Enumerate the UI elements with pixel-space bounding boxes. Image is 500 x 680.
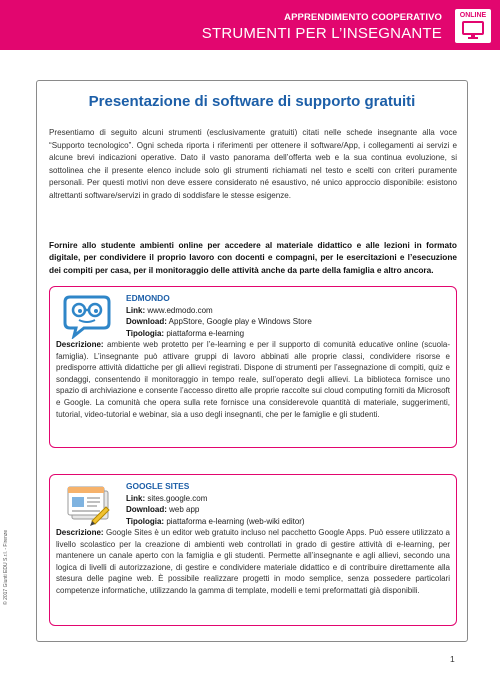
monitor-icon bbox=[462, 21, 484, 39]
download-label: Download: bbox=[126, 505, 167, 515]
header-title: STRUMENTI PER L’INSEGNANTE bbox=[201, 25, 442, 42]
page-number: 1 bbox=[450, 654, 455, 664]
header-kicker: APPRENDIMENTO COOPERATIVO bbox=[284, 12, 442, 23]
online-badge[interactable] bbox=[455, 9, 491, 43]
description-label: Descrizione: bbox=[56, 528, 104, 537]
link-label: Link: bbox=[126, 493, 146, 503]
tool-type: piattaforma e-learning bbox=[166, 328, 245, 338]
lead-paragraph: Fornire allo studente ambienti online per accedere al materiale didattico e alle lezioni in formato digitale, per condividere il proprio lavoro con docenti e compagni, per le esercitazioni e l’esecuzione dei compiti per casa, per il monitoraggio delle attività anche da parte della famiglia e altro ancora. bbox=[49, 240, 457, 275]
description-text: Google Sites è un editor web gratuito incluso nel pacchetto Google Apps. Può essere utilizzato a livello scolastico per la creazione di ambienti web controllati in grado di gestire attività di e-learning, per mantenere un canale aperto con la famiglia e gli studenti. Permette all’insegnante e agli allievi, secondo una logica di livelli di autorizzazione, di gestire e condividere materiale didattico e di contribuire direttamente alla stesura delle pagine web. È possibile realizzare progetti in modo semplice, senza possedere particolari competenze informatiche, utilizzando la gamma di template, modelli e temi preformattati già disponibili. bbox=[56, 528, 450, 595]
tool-card-google-sites bbox=[49, 474, 457, 626]
tool-description bbox=[56, 339, 450, 420]
link-label: Link: bbox=[126, 305, 146, 315]
google-sites-logo-icon bbox=[62, 481, 112, 527]
edmodo-meta bbox=[126, 293, 446, 339]
download-label: Download: bbox=[126, 317, 167, 327]
copyright-credit: © 2017 Giunti EDU S.r.l. - Firenze bbox=[3, 529, 9, 605]
google-sites-meta bbox=[126, 481, 446, 527]
tool-download: AppStore, Google play e Windows Store bbox=[168, 317, 312, 327]
type-label: Tipologia: bbox=[126, 328, 165, 338]
tool-type: piattaforma e-learning (web-wiki editor) bbox=[166, 516, 305, 526]
tool-description bbox=[56, 527, 450, 597]
tool-name: GOOGLE SITES bbox=[126, 481, 190, 491]
description-label: Descrizione: bbox=[56, 340, 104, 349]
page-header bbox=[0, 0, 500, 50]
edmodo-logo-icon bbox=[62, 293, 112, 339]
description-text: ambiente web protetto per l’e-learning e per il supporto di comunità educative online (scuola-famiglia). L’insegnante può attivare gruppi di lavoro abbinati alle proprie classi, condividere risorse e predisporre attività didattiche per gli allievi registrati. Dispone di strumenti per l’assegnazione di compiti, quiz e sondaggi, consentendo il monitoraggio in tempo reale, sull’operato degli allievi. La biblioteca fornisce uno spazio di archiviazione e consente l’accesso diretto alle proprie raccolte sui cloud computing forniti da Microsoft e Google. La comunità che opera sulla rete fornisce una considerevole quantità di materiale, suggerimenti, tutorial, video-tutorial e webinar, sia a uso degli insegnanti, che per le famiglie e gli studenti. bbox=[56, 340, 450, 419]
tool-link[interactable]: www.edmodo.com bbox=[147, 305, 213, 315]
content-panel bbox=[36, 80, 468, 642]
type-label: Tipologia: bbox=[126, 516, 165, 526]
tool-download: web app bbox=[169, 505, 200, 515]
tool-card-edmodo bbox=[49, 286, 457, 448]
online-badge-label: ONLINE bbox=[459, 12, 487, 19]
tool-name: EDMONDO bbox=[126, 293, 170, 303]
tool-link[interactable]: sites.google.com bbox=[147, 493, 208, 503]
intro-paragraph: Presentiamo di seguito alcuni strumenti (esclusivamente gratuiti) citati nelle schede insegnante alla voce “Supporto tecnologico”. Ogni scheda riporta i riferimenti per ottenere il software/App, i collegamenti ai servizi e alcune brevi indicazioni operative. Dato il vasto panorama dell’offerta web e la sua continua evoluzione, si sottolinea che il presente elenco include solo gli strumenti richiamati nel testo e scelti con criteri puramente personali. Per questi motivi non deve essere considerato né esaustivo, né unico approccio disponibile: esistono altrettanti software/servizi in grado di soddisfare le stesse esigenze. bbox=[49, 128, 457, 200]
panel-title: Presentazione di software di supporto gratuiti bbox=[88, 93, 416, 110]
